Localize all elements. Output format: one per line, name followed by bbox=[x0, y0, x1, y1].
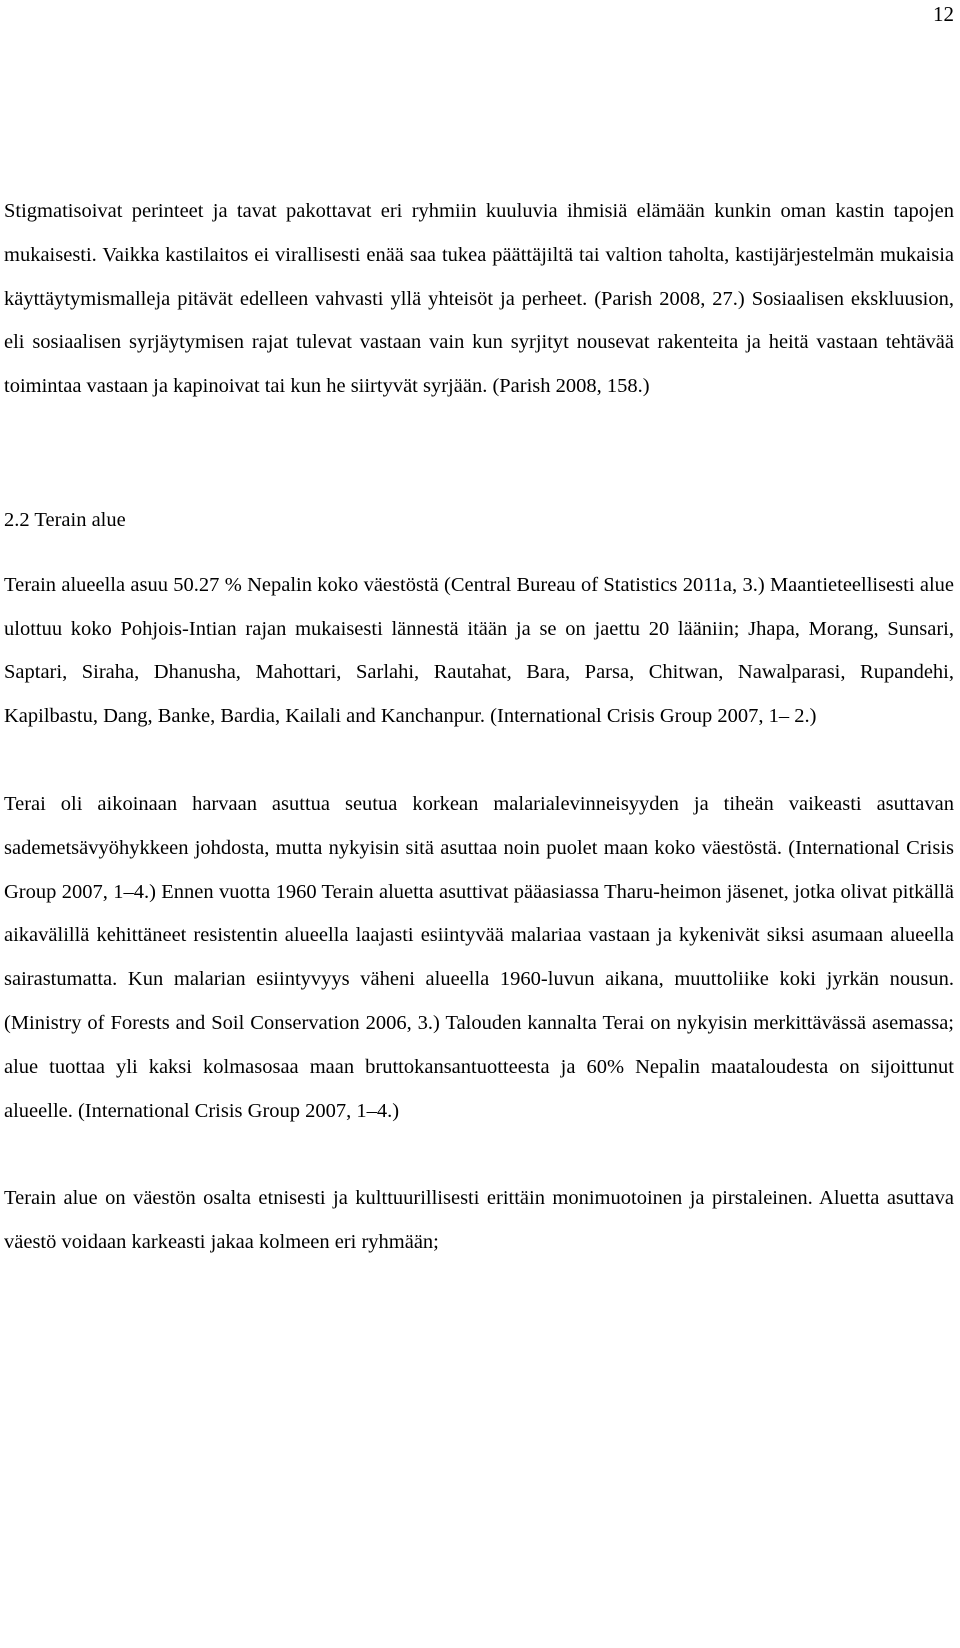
paragraph-terai-history: Terai oli aikoinaan harvaan asuttua seutua korkean malarialevinneisyyden ja tiheän vaikeasti asuttavan sademetsävyöhykkeen johdosta, mutta nykyisin sitä asuttaa noin puolet maan koko väestöstä. (International Crisis Group 2007, 1–4.) Ennen vuotta 1960 Terain aluetta asuttivat pääasiassa Tharu-heimon jäsenet, jotka olivat pitkällä aikavälillä kehittäneet resistentin alueella laajasti esiintyvää malariaa vastaan ja kykenivät siksi asumaan alueella sairastumatta. Kun malarian esiintyvyys väheni alueella 1960-luvun aikana, muuttoliike koki jyrkän nousun. (Ministry of Forests and Soil Conservation 2006, 3.) Talouden kannalta Terai on nykyisin merkittävässä asemassa; alue tuottaa yli kaksi kolmasosaa maan bruttokansantuotteesta ja 60% Nepalin maataloudesta on sijoittunut alueelle. (International Crisis Group 2007, 1–4.) bbox=[4, 792, 954, 1122]
paragraph-terai-population: Terain alueella asuu 50.27 % Nepalin koko väestöstä (Central Bureau of Statistics 2011a, 3.) Maantieteellisesti alue ulottuu koko Pohjois-Intian rajan mukaisesti lännestä itään ja se on jaettu 20 lääniin; Jhapa, Morang, Sunsari, Saptari, Siraha, Dhanusha, Mahottari, Sarlahi, Rautahat, Bara, Parsa, Chitwan, Nawalparasi, Rupandehi, Kapilbastu, Dang, Banke, Bardia, Kailali and Kanchanpur. (International Crisis Group 2007, 1– 2.) bbox=[4, 573, 954, 728]
section-heading: 2.2 Terain alue bbox=[4, 508, 126, 531]
paragraph-caste-stigma: Stigmatisoivat perinteet ja tavat pakottavat eri ryhmiin kuuluvia ihmisiä elämään kunkin oman kastin tapojen mukaisesti. Vaikka kastilaitos ei virallisesti enää saa tukea päättäjiltä tai valtion taholta, kastijärjestelmän mukaisia käyttäytymismalleja pitävät edelleen vahvasti yllä yhteisöt ja perheet. (Parish 2008, 27.) Sosiaalisen ekskluusion, eli sosiaalisen syrjäytymisen rajat tulevat vastaan vain kun syrjityt nousevat rakenteita ja heitä vastaan tehtävää toimintaa vastaan ja kapinoivat tai kun he siirtyvät syrjään. (Parish 2008, 158.) bbox=[4, 200, 954, 398]
paragraph-terai-diversity: Terain alue on väestön osalta etnisesti ja kulttuurillisesti erittäin monimuotoinen ja pirstaleinen. Aluetta asuttava väestö voidaan karkeasti jakaa kolmeen eri ryhmään; bbox=[4, 1187, 954, 1254]
page-number: 12 bbox=[933, 2, 954, 26]
document-body bbox=[4, 190, 954, 1265]
